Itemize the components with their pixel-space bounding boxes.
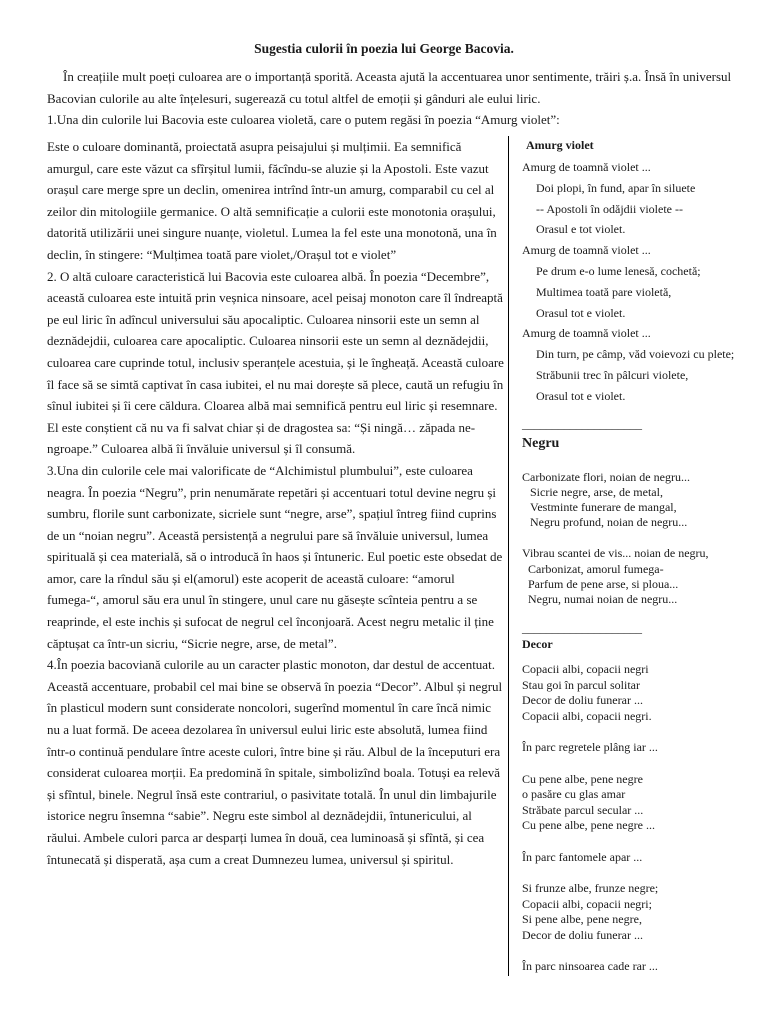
- poem-line: Amurg de toamnă violet ...: [522, 243, 651, 258]
- poem-line: Orasul tot e violet.: [536, 388, 626, 403]
- intro-paragraph: În creațiile mult poeți culoarea are o importanță sporită. Aceasta ajută la accentuarea unor sentimente, trăiri ș.a. Însă în universul Bacovian culorile au alte înțelesuri, sugerează cu totul altfel de emoții și gânduri ale eului liric.: [47, 69, 732, 106]
- poem-line: Si frunze albe, frunze negre;: [522, 881, 659, 896]
- separator-line: ____________________: [522, 621, 642, 636]
- poem-line: Străbunii trec în pâlcuri violete,: [536, 367, 689, 382]
- poem-title-negru: Negru: [522, 435, 560, 451]
- poem-line: Orasul e tot violet.: [536, 222, 626, 237]
- poem-line: Vestminte funerare de mangal,: [530, 499, 677, 514]
- poem-title-decor: Decor: [522, 637, 553, 652]
- poem-line: Negru profund, noian de negru...: [530, 515, 688, 530]
- poem-line: Din turn, pe câmp, văd voievozi cu plete;: [536, 347, 735, 362]
- poem-line: Multimea toată pare violetă,: [536, 284, 672, 299]
- poem-line: Sicrie negre, arse, de metal,: [530, 484, 663, 499]
- poem-line: În parc ninsoarea cade rar ...: [522, 959, 658, 974]
- poem-line: În parc fantomele apar ...: [522, 849, 643, 864]
- poem-line: Si pene albe, pene negre,: [522, 912, 642, 927]
- poem-line: Negru, numai noian de negru...: [528, 591, 678, 606]
- document-title: Sugestia culorii în poezia lui George Bacovia.: [254, 41, 514, 56]
- poem-negru: [522, 470, 752, 608]
- poem-line: Decor de doliu funerar ...: [522, 693, 643, 708]
- poem-amurg-violet: [522, 157, 752, 407]
- poem-line: Orasul tot e violet.: [536, 305, 626, 320]
- poem-line: Stau goi în parcul solitar: [522, 677, 640, 692]
- poem-line: Străbate parcul secular ...: [522, 802, 644, 817]
- poem-line: Carbonizat, amorul fumega-: [528, 561, 664, 576]
- paragraph-negru: 3.Una din culorile cele mai valorificate de “Alchimistul plumbului”, este culoarea neagra. În poezia “Negru”, prin nenumărate repetări și accentuari totul devine negru și sumbru, florile sunt carbonizate, sicriele sunt “negre, arse”, spațiul întreg fiind cuprins de un “noian negru”. Această persistență a negrului pare să învăluie universul, lumea spirituală și cea materială, să o introducă în haos și întuneric. Eul poetic este obsedat de amor, care la rîndul său și el(amorul) este acoperit de această culoare: “amorul fumega-“, amorul său era unul în stingere, unul care nu găsește scînteia pentru a se reaprinde, el este inchis și sufocat de negrul cel înconjoară. Acest negru metalic il ține căptușat ca într-un sicriu, “Sicrie negre, arse, de metal”.: [47, 462, 503, 651]
- poem-decor: [522, 662, 752, 975]
- poems-column: [522, 138, 752, 975]
- paragraph-decor: 4.În poezia bacoviană culorile au un caracter plastic monoton, dar destul de accentuat. Această accentuare, probabil cel mai bine se observă în poezia “Decor”. Albul și negrul în plasticul modern sunt considerate noncolori, sugerînd momentul în care încă nimic nu a luat formă. De aceea dezolarea în universul eului liric este absolută, lumea fiind într-o continuă pendulare între aceste culori, între bine și rău. Albul de la începuturi era considerat culoarea morții. Ea predomină în spitale, simbolizînd boala. Totuși ea relevă și sfîntul, binele. Negrul însă este contrariul, o pasivitate totală. În unul din limbajurile istorice negru însemna “sabie”. Negru este simbol al deznădejdii, întunericului, al răului. Ambele culori parca ar desparți lumea în două, cea luminoasă și sfîntă, și cea întunecată și disperată, așa cum a creat Dumnezeu lumea, universul și spiritul.: [47, 657, 503, 867]
- poem-line: -- Apostoli în odăjdii violete --: [536, 201, 683, 216]
- paragraph-violet: Este o culoare dominantă, proiectată asupra peisajului și mulțimii. Ea semnifică amurgul, care este văzut ca sfîrșitul lumii, făcîndu-se aluzie și la Apostoli. Este vazut orașul care merge spre un declin, omenirea intrînd într-un amurg, comparabil cu cel al zeilor din mitologiile germanice. O altă semnificație a culorii este monotonia orașului, datorită utilizării unei singure nuanțe, violetul. Lumea la fel este una monotonă, una în declin, în stingere: “Mulțimea toată pare violet,/Orașul tot e violet”: [47, 139, 497, 262]
- intro-section: [47, 66, 737, 131]
- column-divider: [508, 136, 509, 976]
- main-text-column: [47, 136, 505, 870]
- poem-line: Amurg de toamnă violet ...: [522, 326, 651, 341]
- poem-line: Pe drum e-o lume lenesă, cochetă;: [536, 263, 701, 278]
- poem-line: Cu pene albe, pene negre: [522, 771, 643, 786]
- poem-title-amurg-violet: Amurg violet: [526, 138, 594, 152]
- poem-line: Vibrau scantei de vis... noian de negru,: [522, 546, 709, 561]
- poem-line: Parfum de pene arse, si ploua...: [528, 576, 679, 591]
- poem-line: Copacii albi, copacii negri.: [522, 708, 652, 723]
- poem-line: Copacii albi, copacii negri;: [522, 896, 652, 911]
- poem-line: Cu pene albe, pene negre ...: [522, 818, 655, 833]
- poem-line: Amurg de toamnă violet ...: [522, 160, 651, 174]
- poem-line: Decor de doliu funerar ...: [522, 927, 643, 942]
- separator-line: ____________________: [522, 416, 642, 431]
- poem-line: Copacii albi, copacii negri: [522, 662, 649, 677]
- section-1-intro: 1.Una din culorile lui Bacovia este culoarea violetă, care o putem regăsi în poezia “Amurg violet”:: [47, 112, 560, 127]
- paragraph-alb: 2. O altă culoare caracteristică lui Bacovia este culoarea albă. În poezia “Decembre”, această culoarea este intuită prin veșnica ninsoare, acel peisaj monoton care îl îndreaptă pe eul liric în adîncul universului său apocaliptic. Culoarea ninsorii este un semn al deznădejdii, culoarea care apocaliptic. Culoarea ninsorii este un semn al deznădejdii, culoarea care cuprinde totul, inclusiv speranțele acestuia, și le îngheață. Această culoare îl face să se simtă captivat în casa iubitei, el nu mai dorește să plece, caută un refugiu în sînul iubitei și îi cere căldura. Cloarea albă mai semnifică pentru eul liric și resemnare. El este conștient că nu va fi salvat chiar și de dragostea sa: “Și ningă… zăpada ne-ngroape.” Culoarea albă îi învăluie universul și îl consumă.: [47, 268, 504, 457]
- poem-line: Doi plopi, în fund, apar în siluete: [536, 180, 696, 195]
- poem-line: Carbonizate flori, noian de negru...: [522, 469, 690, 484]
- poem-line: În parc regretele plâng iar ...: [522, 740, 658, 755]
- poem-line: o pasăre cu glas amar: [522, 787, 626, 802]
